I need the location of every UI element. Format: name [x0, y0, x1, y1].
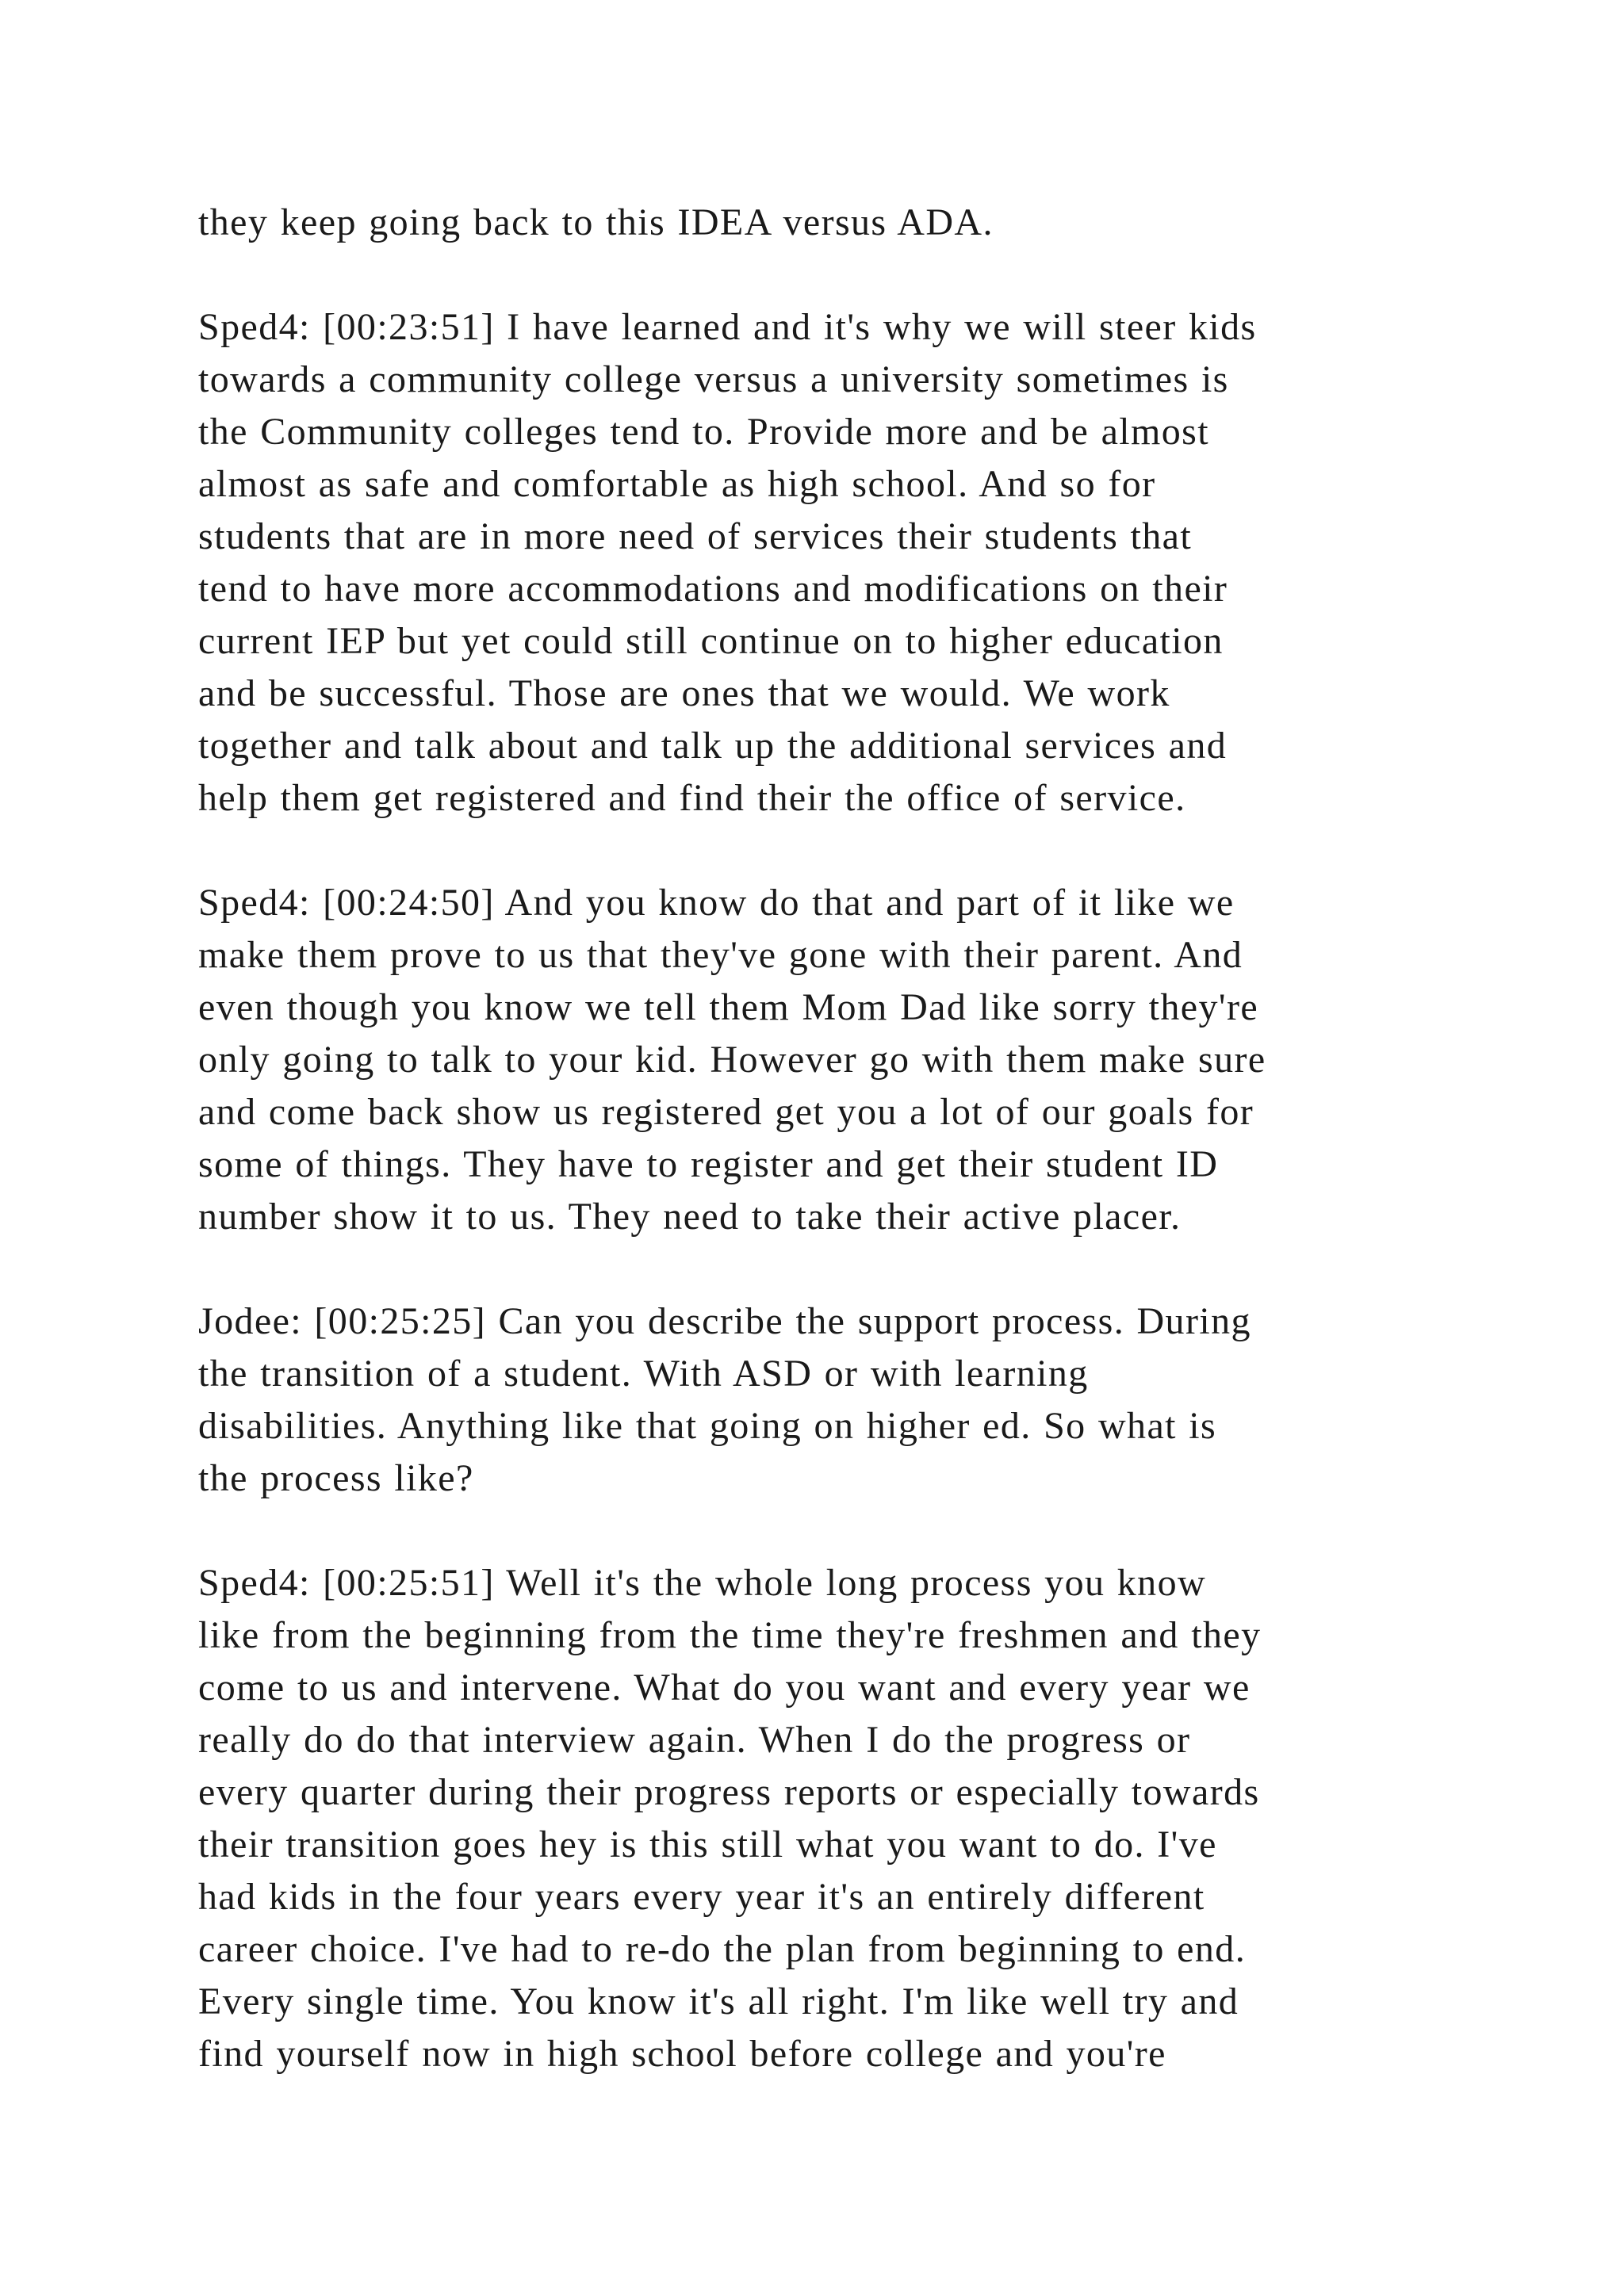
text-line: Every single time. You know it's all right. I'm like well try and [198, 1980, 1239, 2022]
text-line: their transition goes hey is this still what you want to do. I've [198, 1823, 1217, 1866]
text-line: the process like? [198, 1457, 474, 1499]
text-line: current IEP but yet could still continue on to higher education [198, 620, 1224, 662]
text-line: Sped4: [00:23:51] I have learned and it's why we will steer kids [198, 306, 1257, 348]
text-line: towards a community college versus a university sometimes is [198, 358, 1229, 400]
paragraph-gap [198, 1505, 1467, 1557]
text-line: together and talk about and talk up the additional services and [198, 725, 1228, 767]
text-line: disabilities. Anything like that going on higher ed. So what is [198, 1405, 1217, 1447]
text-line: the transition of a student. With ASD or with learning [198, 1353, 1089, 1395]
text-line: like from the beginning from the time they're freshmen and they [198, 1614, 1262, 1656]
text-line: some of things. They have to register and get their student ID [198, 1143, 1219, 1185]
text-line: had kids in the four years every year it's an entirely different [198, 1876, 1205, 1918]
transcript-paragraph [198, 877, 1467, 1243]
transcript-paragraph [198, 197, 1467, 249]
transcript-paragraph [198, 1557, 1467, 2080]
paragraph-gap [198, 249, 1467, 301]
text-line: make them prove to us that they've gone with their parent. And [198, 934, 1243, 976]
text-line: and be successful. Those are ones that we would. We work [198, 672, 1170, 714]
text-line: and come back show us registered get you a lot of our goals for [198, 1091, 1254, 1133]
text-line: Sped4: [00:25:51] Well it's the whole long process you know [198, 1562, 1207, 1604]
text-line: they keep going back to this IDEA versus ADA. [198, 201, 994, 243]
document-body [198, 197, 1467, 2080]
text-line: only going to talk to your kid. However go with them make sure [198, 1039, 1266, 1081]
text-line: career choice. I've had to re-do the plan from beginning to end. [198, 1928, 1247, 1970]
text-line: the Community colleges tend to. Provide more and be almost [198, 411, 1209, 453]
paragraph-gap [198, 825, 1467, 877]
text-line: come to us and intervene. What do you want and every year we [198, 1667, 1251, 1709]
text-line: really do do that interview again. When I do the progress or [198, 1719, 1191, 1761]
text-line: every quarter during their progress reports or especially towards [198, 1771, 1260, 1813]
text-line: number show it to us. They need to take their active placer. [198, 1196, 1182, 1238]
text-line: Sped4: [00:24:50] And you know do that and part of it like we [198, 882, 1235, 924]
transcript-paragraph [198, 301, 1467, 825]
text-line: tend to have more accommodations and modifications on their [198, 568, 1228, 610]
text-line: even though you know we tell them Mom Dad like sorry they're [198, 986, 1259, 1028]
text-line: help them get registered and find their the office of service. [198, 777, 1186, 819]
text-line: Jodee: [00:25:25] Can you describe the support process. During [198, 1300, 1251, 1342]
paragraph-gap [198, 1243, 1467, 1295]
text-line: find yourself now in high school before college and you're [198, 2033, 1166, 2075]
transcript-paragraph [198, 1295, 1467, 1505]
text-line: students that are in more need of services their students that [198, 515, 1193, 557]
text-line: almost as safe and comfortable as high school. And so for [198, 463, 1156, 505]
